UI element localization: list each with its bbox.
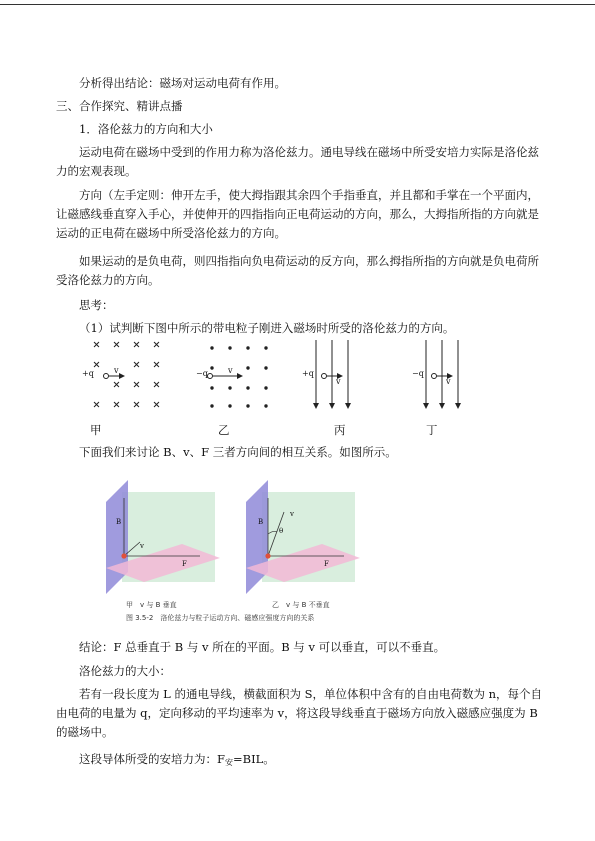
jia-charge-label: +q (82, 369, 94, 378)
left-F-label: F (182, 560, 187, 568)
panel-label-ding: 丁 (426, 423, 438, 437)
ding-charge-label: −q (412, 369, 424, 378)
left-B-label: B (116, 518, 122, 526)
paragraph-left-hand-rule: 方向（左手定则：伸开左手，使大拇指跟其余四个手指垂直，并且都和手掌在一个平面内，让磁感线垂直穿入手心，并使伸开的四指指向正电荷运动的方向，那么，大拇指所指的方向就是运动的正电荷在磁场中所受洛伦兹力的方向。 (56, 188, 539, 240)
yi-velocity-label: v (228, 366, 233, 375)
think-label: 思考： (79, 298, 114, 312)
figure2-main-caption: 图 3.5-2 洛伦兹力与粒子运动方向、磁感应强度方向的关系 (126, 614, 315, 622)
ding-velocity-label: v (446, 377, 451, 386)
paragraph-ampere-force (56, 750, 544, 772)
panel-jia (94, 342, 159, 407)
bing-velocity-label: v (336, 377, 341, 386)
ampere-force-text: 这段导体所受的安培力为：F (79, 752, 225, 766)
text-conclusion-1: 分析得出结论：磁场对运动电荷有作用。 (79, 76, 286, 90)
paragraph-definition: 运动电荷在磁场中受到的作用力称为洛伦兹力。通电导线在磁场中所受安培力实际是洛伦兹力的宏观表现。 (56, 145, 539, 178)
ampere-subscript: 安 (224, 758, 233, 767)
panel-label-jia: 甲 (90, 423, 102, 437)
bing-charge-label: +q (302, 369, 314, 378)
section-heading: 三、合作探究、精讲点播 (56, 99, 183, 113)
panel-ding (426, 340, 458, 408)
left-v-label: v (140, 542, 144, 550)
diagram-perpendicular (106, 480, 220, 594)
panel-label-yi: 乙 (218, 423, 230, 437)
header-rule (0, 4, 595, 5)
subsection-magnitude: 洛伦兹力的大小： (79, 664, 171, 678)
figure-bvf-planes (100, 472, 370, 602)
paragraph-wire-setup: 若有一段长度为 L 的通电导线，横截面积为 S，单位体积中含有的自由电荷数为 n，每个自由电荷的电量为 q，定向移动的平均速率为 v，将这段导线垂直于磁场方向放入磁感应强度为 B 的磁场中。 (56, 687, 543, 739)
paragraph-negative-charge: 如果运动的是负电荷，则四指指向负电荷运动的反方向，那么拇指所指的方向就是负电荷所受洛伦兹力的方向。 (56, 254, 539, 287)
diagram-not-perpendicular (246, 480, 360, 594)
ampere-force-formula: =BIL。 (232, 752, 275, 766)
figure2-right-caption: 乙 v 与 B 不垂直 (272, 601, 330, 609)
panel-bing (316, 340, 348, 408)
paragraph-bvf-intro: 下面我们来讨论 B、v、F 三者方向间的相互关系。如图所示。 (79, 445, 397, 459)
panel-yi (208, 347, 268, 407)
right-v-label: v (290, 510, 294, 518)
figure2-left-caption: 甲 v 与 B 垂直 (126, 601, 177, 609)
question-1: （1）试判断下图中所示的带电粒子刚进入磁场时所受的洛伦兹力的方向。 (79, 321, 455, 335)
right-F-label: F (324, 560, 329, 568)
subsection-heading: 1．洛伦兹力的方向和大小 (79, 122, 213, 136)
right-B-label: B (258, 518, 264, 526)
panel-label-bing: 丙 (334, 423, 346, 437)
paragraph-conclusion-2: 结论：F 总垂直于 B 与 v 所在的平面。B 与 v 可以垂直，可以不垂直。 (79, 640, 446, 654)
figure-charged-particles (72, 338, 502, 420)
jia-velocity-label: v (114, 366, 119, 375)
yi-charge-label: −q (196, 369, 208, 378)
right-theta-label: θ (279, 527, 284, 535)
